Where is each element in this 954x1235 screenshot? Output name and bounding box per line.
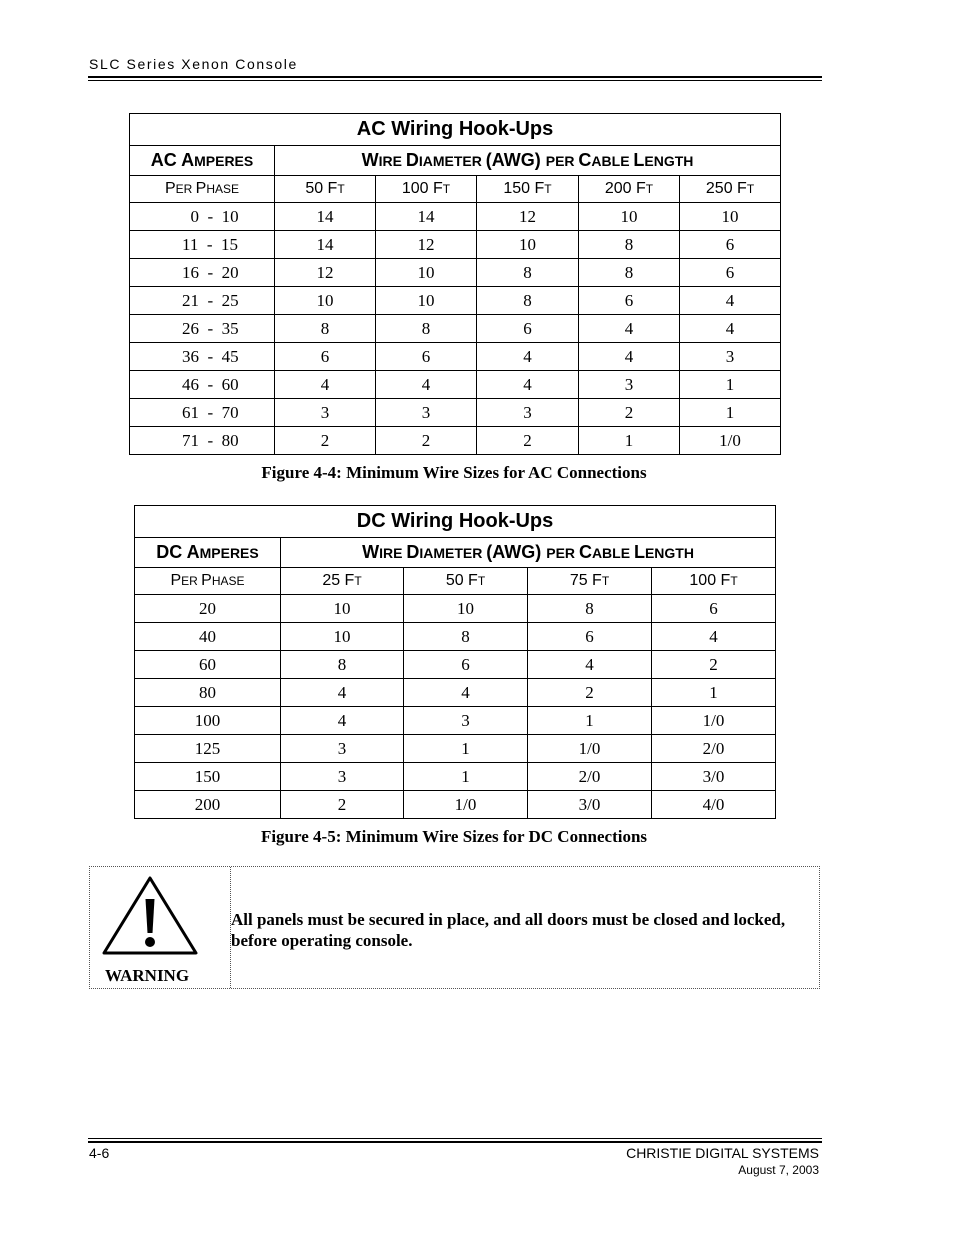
header-text-part: D <box>406 542 420 562</box>
header-text: DC A <box>156 542 200 562</box>
amperes-cell: 21 - 25 <box>130 287 275 315</box>
header-text-part: L <box>633 150 645 170</box>
dc-length-header <box>281 568 404 595</box>
dc-length-header <box>652 568 776 595</box>
table-row <box>130 259 781 287</box>
ac-per-phase-header <box>130 176 275 203</box>
warning-text: All panels must be secured in place, and all doors must be closed and locked, before operating console. <box>231 910 786 950</box>
wire-size-cell: 4 <box>579 343 680 371</box>
subheader-text: 150 F <box>503 180 545 197</box>
amperes-cell: 11 - 15 <box>130 231 275 259</box>
wire-size-cell: 6 <box>652 595 776 623</box>
wire-size-cell: 3 <box>376 399 477 427</box>
wire-size-cell: 12 <box>477 203 579 231</box>
warning-triangle-icon <box>101 875 199 957</box>
wire-size-cell: 10 <box>477 231 579 259</box>
wire-size-cell: 4 <box>652 623 776 651</box>
header-text-smallcaps: MPERES <box>194 153 254 169</box>
wire-size-cell: 14 <box>275 231 376 259</box>
subheader-text-smallcaps: T <box>645 182 654 196</box>
subheader-text-smallcaps: T <box>730 574 738 588</box>
wire-size-cell: 12 <box>376 231 477 259</box>
ac-amperes-header <box>130 146 275 176</box>
wire-size-cell: 4 <box>680 315 781 343</box>
table-row <box>135 763 776 791</box>
footer-rule <box>88 1141 822 1143</box>
ac-subheader-row <box>130 176 781 203</box>
wire-size-cell: 8 <box>477 259 579 287</box>
wire-size-cell: 4 <box>281 707 404 735</box>
amperes-cell: 36 - 45 <box>130 343 275 371</box>
header-text-part: W <box>362 542 380 562</box>
dc-title-row <box>135 506 776 538</box>
amperes-cell: 200 <box>135 791 281 819</box>
wire-size-cell: 8 <box>281 651 404 679</box>
wire-size-cell: 8 <box>477 287 579 315</box>
dc-subheader-row <box>135 568 776 595</box>
wire-size-cell: 10 <box>275 287 376 315</box>
subheader-text: 250 F <box>705 180 747 197</box>
warning-icon-cell <box>90 867 231 988</box>
header-text-part: IAMETER <box>418 153 486 169</box>
wire-size-cell: 12 <box>275 259 376 287</box>
wire-size-cell: 4 <box>477 343 579 371</box>
wire-size-cell: 4 <box>680 287 781 315</box>
wire-size-cell: 14 <box>376 203 477 231</box>
ac-header-row <box>130 146 781 176</box>
wire-size-cell: 1 <box>404 763 528 791</box>
table-row <box>130 287 781 315</box>
header-text-part: ABLE <box>591 153 634 169</box>
wire-size-cell: 6 <box>528 623 652 651</box>
subheader-text-smallcaps: T <box>354 574 362 588</box>
page-number: 4-6 <box>89 1145 110 1161</box>
subheader-text-smallcaps: T <box>442 182 451 196</box>
header-text-part: L <box>633 542 645 562</box>
ac-title-row <box>130 114 781 146</box>
wire-size-cell: 6 <box>579 287 680 315</box>
header-text-part: ENGTH <box>644 153 694 169</box>
wire-size-cell: 2 <box>579 399 680 427</box>
table-row <box>135 595 776 623</box>
subheader-text-smallcaps: HASE <box>206 182 240 196</box>
wire-size-cell: 1 <box>680 399 781 427</box>
wire-size-cell: 4 <box>528 651 652 679</box>
dc-length-header <box>528 568 652 595</box>
wire-size-cell: 2 <box>275 427 376 455</box>
wire-size-cell: 3 <box>275 399 376 427</box>
header-text-part: W <box>361 150 379 170</box>
wire-size-cell: 6 <box>477 315 579 343</box>
wire-size-cell: 4 <box>281 679 404 707</box>
subheader-text-smallcaps: ER <box>175 182 196 196</box>
amperes-cell: 80 <box>135 679 281 707</box>
wire-size-cell: 6 <box>404 651 528 679</box>
wire-size-cell: 10 <box>281 595 404 623</box>
amperes-cell: 46 - 60 <box>130 371 275 399</box>
wire-size-cell: 1 <box>579 427 680 455</box>
wire-size-cell: 8 <box>528 595 652 623</box>
wire-size-cell: 1 <box>652 679 776 707</box>
header-text-part: D <box>405 150 419 170</box>
table-row <box>135 707 776 735</box>
wire-size-cell: 10 <box>281 623 404 651</box>
dc-wire-diameter-header <box>281 538 776 568</box>
header-text: AC A <box>150 150 195 170</box>
dc-amperes-header <box>135 538 281 568</box>
wire-size-cell: 2 <box>376 427 477 455</box>
wire-size-cell: 2/0 <box>528 763 652 791</box>
wire-size-cell: 3 <box>477 399 579 427</box>
ac-length-header <box>275 176 376 203</box>
wire-size-cell: 4 <box>477 371 579 399</box>
wire-size-cell: 10 <box>376 287 477 315</box>
amperes-cell: 0 - 10 <box>130 203 275 231</box>
header-text-part: ABLE <box>591 545 634 561</box>
subheader-text: P <box>195 180 207 197</box>
wire-size-cell: 3/0 <box>528 791 652 819</box>
header-text-part: C <box>578 150 592 170</box>
wire-size-cell: 3 <box>680 343 781 371</box>
wire-size-cell: 2/0 <box>652 735 776 763</box>
subheader-text: 100 F <box>689 572 731 589</box>
dc-wiring-table <box>134 505 776 819</box>
table-row <box>130 315 781 343</box>
wire-size-cell: 4 <box>275 371 376 399</box>
wire-size-cell: 1/0 <box>680 427 781 455</box>
wire-size-cell: 4 <box>376 371 477 399</box>
wire-size-cell: 3 <box>579 371 680 399</box>
subheader-text: 100 F <box>401 180 443 197</box>
header-text-part: IAMETER <box>419 545 487 561</box>
warning-label: WARNING <box>105 966 190 985</box>
dc-header-row <box>135 538 776 568</box>
wire-size-cell: 6 <box>680 231 781 259</box>
subheader-text: 50 F <box>305 180 338 197</box>
header-rule <box>88 76 822 78</box>
header-text-part: (AWG) <box>486 542 547 562</box>
subheader-text-smallcaps: T <box>477 574 486 588</box>
footer-rule-thin <box>88 1138 822 1139</box>
wire-size-cell: 8 <box>404 623 528 651</box>
wire-size-cell: 3 <box>281 735 404 763</box>
subheader-text-smallcaps: ER <box>181 574 202 588</box>
amperes-cell: 100 <box>135 707 281 735</box>
header-text-smallcaps: MPERES <box>199 545 259 561</box>
ac-wiring-table <box>129 113 781 455</box>
header-text-part: ENGTH <box>644 545 694 561</box>
warning-box <box>89 866 820 989</box>
wire-size-cell: 2 <box>477 427 579 455</box>
wire-size-cell: 3 <box>281 763 404 791</box>
amperes-cell: 16 - 20 <box>130 259 275 287</box>
dc-figure-caption: Figure 4-5: Minimum Wire Sizes for DC Connections <box>260 827 648 846</box>
amperes-cell: 60 <box>135 651 281 679</box>
table-row <box>130 343 781 371</box>
header-text-part: IRE <box>378 153 406 169</box>
wire-size-cell: 10 <box>579 203 680 231</box>
header-text-part: IRE <box>379 545 407 561</box>
company-name: CHRISTIE DIGITAL SYSTEMS <box>626 1145 819 1161</box>
wire-size-cell: 14 <box>275 203 376 231</box>
wire-size-cell: 4/0 <box>652 791 776 819</box>
dc-length-header <box>404 568 528 595</box>
amperes-cell: 71 - 80 <box>130 427 275 455</box>
subheader-text-smallcaps: HASE <box>211 574 245 588</box>
table-row <box>130 231 781 259</box>
amperes-cell: 26 - 35 <box>130 315 275 343</box>
wire-size-cell: 10 <box>376 259 477 287</box>
publication-date: August 7, 2003 <box>738 1163 819 1177</box>
wire-size-cell: 4 <box>579 315 680 343</box>
header-rule-thin <box>88 80 822 81</box>
wire-size-cell: 6 <box>275 343 376 371</box>
wire-size-cell: 3/0 <box>652 763 776 791</box>
ac-figure-caption: Figure 4-4: Minimum Wire Sizes for AC Connections <box>261 463 647 482</box>
wire-size-cell: 1/0 <box>404 791 528 819</box>
amperes-cell: 20 <box>135 595 281 623</box>
subheader-text: 200 F <box>604 180 646 197</box>
amperes-cell: 61 - 70 <box>130 399 275 427</box>
ac-wire-diameter-header <box>275 146 781 176</box>
wire-size-cell: 4 <box>404 679 528 707</box>
subheader-text-smallcaps: T <box>544 182 552 196</box>
wire-size-cell: 3 <box>404 707 528 735</box>
wire-size-cell: 1 <box>680 371 781 399</box>
subheader-text: P <box>164 180 176 197</box>
subheader-text-smallcaps: T <box>746 182 755 196</box>
table-row <box>135 623 776 651</box>
wire-size-cell: 8 <box>579 231 680 259</box>
ac-length-header <box>680 176 781 203</box>
subheader-text: P <box>170 572 182 589</box>
ac-length-header <box>376 176 477 203</box>
ac-length-header <box>477 176 579 203</box>
wire-size-cell: 1/0 <box>652 707 776 735</box>
header-text-part: PER <box>546 545 579 561</box>
wire-size-cell: 1/0 <box>528 735 652 763</box>
wire-size-cell: 8 <box>376 315 477 343</box>
subheader-text-smallcaps: T <box>601 574 610 588</box>
table-row <box>135 791 776 819</box>
table-row <box>130 371 781 399</box>
wire-size-cell: 10 <box>404 595 528 623</box>
table-row <box>130 399 781 427</box>
subheader-text: 25 F <box>322 572 355 589</box>
wire-size-cell: 6 <box>680 259 781 287</box>
dc-table-title: DC Wiring Hook-Ups <box>135 506 776 538</box>
wire-size-cell: 1 <box>528 707 652 735</box>
table-row <box>135 651 776 679</box>
wire-size-cell: 8 <box>579 259 680 287</box>
subheader-text-smallcaps: T <box>337 182 345 196</box>
ac-table-title: AC Wiring Hook-Ups <box>130 114 781 146</box>
running-header: SLC Series Xenon Console <box>89 56 298 72</box>
table-row <box>130 203 781 231</box>
header-text-part: PER <box>545 153 579 169</box>
wire-size-cell: 8 <box>275 315 376 343</box>
table-row <box>135 735 776 763</box>
wire-size-cell: 2 <box>528 679 652 707</box>
dc-per-phase-header <box>135 568 281 595</box>
table-row <box>130 427 781 455</box>
wire-size-cell: 2 <box>281 791 404 819</box>
wire-size-cell: 2 <box>652 651 776 679</box>
ac-length-header <box>579 176 680 203</box>
subheader-text: P <box>201 572 212 589</box>
header-text-part: C <box>578 542 592 562</box>
subheader-text: 50 F <box>445 572 478 589</box>
wire-size-cell: 1 <box>404 735 528 763</box>
amperes-cell: 150 <box>135 763 281 791</box>
amperes-cell: 125 <box>135 735 281 763</box>
subheader-text: 75 F <box>569 572 602 589</box>
wire-size-cell: 10 <box>680 203 781 231</box>
header-text-part: (AWG) <box>485 150 546 170</box>
amperes-cell: 40 <box>135 623 281 651</box>
wire-size-cell: 6 <box>376 343 477 371</box>
table-row <box>135 679 776 707</box>
